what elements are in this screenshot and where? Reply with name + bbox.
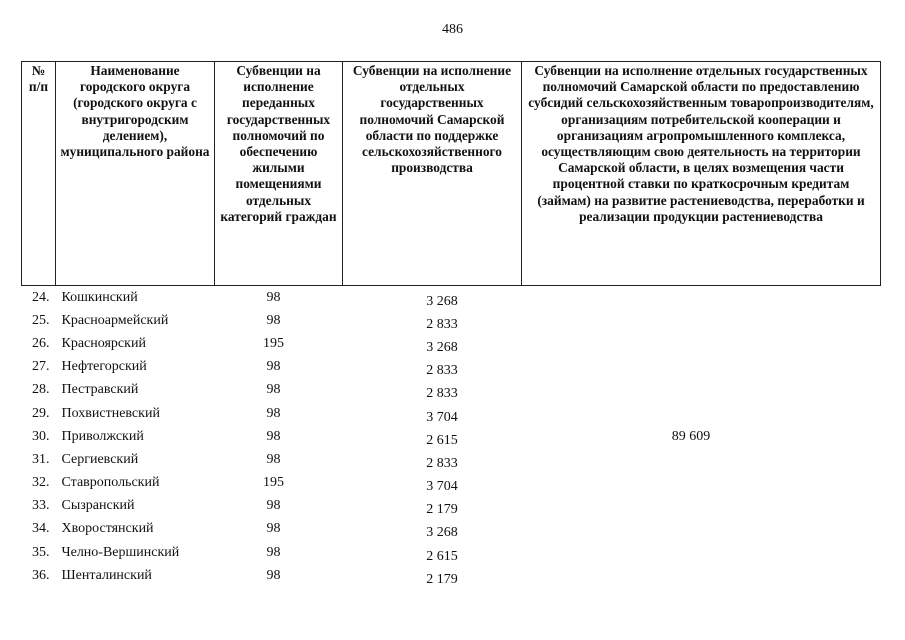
agriculture-value: 2 179 xyxy=(426,571,458,587)
agriculture-value: 3 268 xyxy=(426,339,458,355)
district-name: Шенталинский xyxy=(61,567,152,583)
district-name: Сызранский xyxy=(61,498,135,514)
row-number: 32. xyxy=(32,475,50,491)
housing-value: 98 xyxy=(266,382,281,398)
housing-value: 98 xyxy=(266,289,281,305)
agriculture-value: 2 833 xyxy=(426,363,458,379)
row-number: 27. xyxy=(32,359,50,375)
row-number: 25. xyxy=(32,312,50,328)
table-row xyxy=(22,286,881,310)
housing-value: 98 xyxy=(266,498,281,514)
housing-value: 98 xyxy=(266,451,281,467)
district-name: Приволжский xyxy=(61,428,144,444)
merged-interest-value: 89 609 xyxy=(671,428,711,444)
row-number: 26. xyxy=(32,335,50,351)
housing-value: 98 xyxy=(266,521,281,537)
district-name: Хворостянский xyxy=(61,521,154,537)
district-name: Ставропольский xyxy=(61,475,160,491)
header-number: № п/п xyxy=(22,62,56,286)
district-name: Нефтегорский xyxy=(61,359,147,375)
agriculture-value: 2 615 xyxy=(426,432,458,448)
table-header-row xyxy=(22,62,881,286)
row-number: 33. xyxy=(32,498,50,514)
header-housing-subvention: Субвенции на исполнение переданных государственных полномочий по обеспечению жилыми помещениями отдельных категорий граждан xyxy=(215,62,343,286)
agriculture-value: 3 704 xyxy=(426,479,458,495)
row-number: 35. xyxy=(32,544,50,560)
housing-value: 98 xyxy=(266,567,281,583)
agriculture-value: 2 833 xyxy=(426,455,458,471)
row-number: 30. xyxy=(32,428,50,444)
agriculture-value: 2 179 xyxy=(426,502,458,518)
row-number: 28. xyxy=(32,382,50,398)
housing-value: 98 xyxy=(266,359,281,375)
district-name: Красноармейский xyxy=(61,312,169,328)
agriculture-value: 3 704 xyxy=(426,409,458,425)
agriculture-value: 2 615 xyxy=(426,548,458,564)
agriculture-value: 2 833 xyxy=(426,386,458,402)
district-name: Красноярский xyxy=(61,335,146,351)
row-number: 31. xyxy=(32,451,50,467)
housing-value: 195 xyxy=(263,335,284,351)
housing-value: 98 xyxy=(266,405,281,421)
page-number: 486 xyxy=(442,22,463,37)
row-number: 36. xyxy=(32,567,50,583)
header-name: Наименование городского округа (городского округа с внутригородским делением), муниципального района xyxy=(56,62,215,286)
housing-value: 98 xyxy=(266,428,281,444)
housing-value: 98 xyxy=(266,544,281,560)
district-name: Пестравский xyxy=(61,382,139,398)
agriculture-value: 3 268 xyxy=(426,525,458,541)
header-interest-rate-subvention: Субвенции на исполнение отдельных государственных полномочий Самарской области по предоставлению субсидий сельскохозяйственным товаропроизводителям, организациям потребительской кооперации и организациям агропромышленного комплекса, осуществляющим свою деятельность на территории Самарской области, в целях возмещения части процентной ставки по краткосрочным кредитам (займам) на развитие растениеводства, переработки и реализации продукции растениеводства xyxy=(522,62,881,286)
header-agriculture-subvention: Субвенции на исполнение отдельных государственных полномочий Самарской области по поддержке сельскохозяйственного производства xyxy=(343,62,522,286)
district-name: Сергиевский xyxy=(61,451,139,467)
district-name: Похвистневский xyxy=(61,405,160,421)
district-name: Челно-Вершинский xyxy=(61,544,180,560)
subventions-table xyxy=(21,61,881,587)
table-body xyxy=(22,286,881,588)
row-number: 24. xyxy=(32,289,50,305)
housing-value: 195 xyxy=(263,475,284,491)
district-name: Кошкинский xyxy=(61,289,138,305)
agriculture-value: 3 268 xyxy=(426,293,458,309)
housing-value: 98 xyxy=(266,312,281,328)
agriculture-value: 2 833 xyxy=(426,316,458,332)
row-number: 34. xyxy=(32,521,50,537)
row-number: 29. xyxy=(32,405,50,421)
